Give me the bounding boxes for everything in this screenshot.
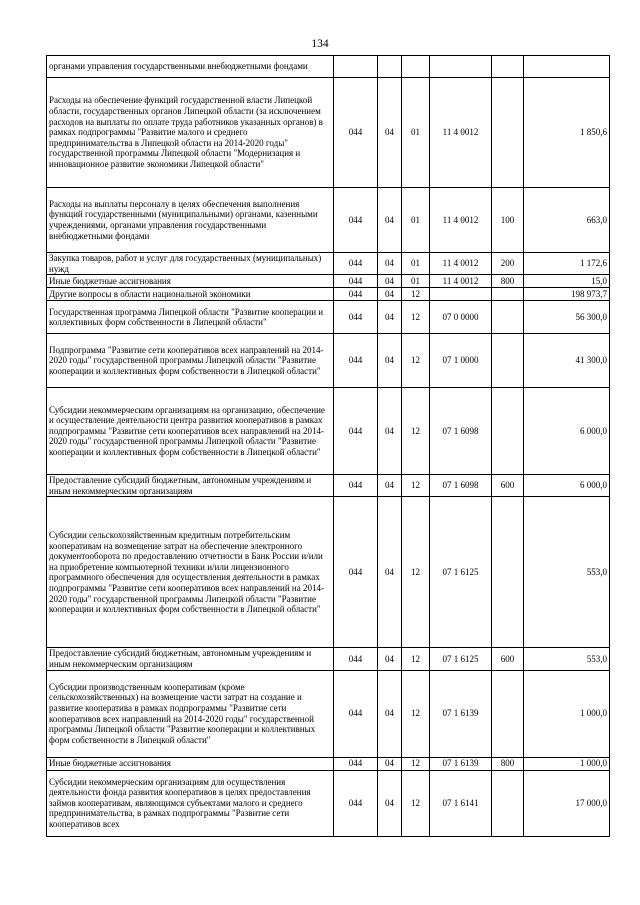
row-name: Расходы на обеспечение функций государственной власти Липецкой области, государственных органов Липецкой области (за исключением расходов на выплаты по оплате труда работников указанных органов) в рамках подпрограммы "Развитие малого и среднего предпринимательства в Липецкой области на 2014-2020 годы" государственной программы Липецкой области "Модернизация и инновационное развитие экономики Липецкой области" (47, 78, 334, 188)
row-section-code (378, 56, 402, 78)
row-ministry-code: 044 (334, 475, 378, 497)
row-name: Предоставление субсидий бюджетным, автономным учреждениям и иным некоммерческим организациям (47, 648, 334, 670)
table-row (47, 757, 610, 770)
row-section-code: 04 (378, 334, 402, 388)
row-expense-type (492, 56, 524, 78)
row-amount: 1 000,0 (524, 670, 610, 757)
row-section-code: 04 (378, 475, 402, 497)
row-amount: 6 000,0 (524, 388, 610, 475)
row-ministry-code: 044 (334, 648, 378, 670)
row-amount: 17 000,0 (524, 770, 610, 836)
row-name: органами управления государственными внебюджетными фондами (47, 56, 334, 78)
row-ministry-code (334, 56, 378, 78)
row-section-code: 04 (378, 301, 402, 334)
row-ministry-code: 044 (334, 275, 378, 288)
row-section-code: 04 (378, 253, 402, 275)
row-amount: 663,0 (524, 188, 610, 253)
row-target-code: 11 4 0012 (430, 253, 492, 275)
row-ministry-code: 044 (334, 78, 378, 188)
row-amount: 6 000,0 (524, 475, 610, 497)
table-row (47, 670, 610, 757)
row-section-code: 04 (378, 288, 402, 301)
row-section-code: 04 (378, 78, 402, 188)
table-row (47, 648, 610, 670)
row-amount: 1 000,0 (524, 757, 610, 770)
row-subsection-code: 12 (402, 648, 430, 670)
row-name: Другие вопросы в области национальной экономики (47, 288, 334, 301)
row-expense-type (492, 288, 524, 301)
row-section-code: 04 (378, 757, 402, 770)
row-amount (524, 56, 610, 78)
row-subsection-code: 12 (402, 334, 430, 388)
row-subsection-code: 12 (402, 757, 430, 770)
row-amount: 56 300,0 (524, 301, 610, 334)
row-name: Предоставление субсидий бюджетным, автономным учреждениям и иным некоммерческим организациям (47, 475, 334, 497)
row-target-code: 07 1 6125 (430, 648, 492, 670)
row-amount: 553,0 (524, 648, 610, 670)
table-row (47, 301, 610, 334)
row-ministry-code: 044 (334, 253, 378, 275)
table-row (47, 78, 610, 188)
table-row (47, 288, 610, 301)
table-row (47, 475, 610, 497)
row-expense-type (492, 670, 524, 757)
row-subsection-code: 01 (402, 188, 430, 253)
row-name: Субсидии производственным кооперативам (кроме сельскохозяйственных) на возмещение части затрат на создание и развитие кооператива в рамках подпрограммы "Развитие сети кооперативов всех направлений на 2014-2020 годы" государственной программы Липецкой области "Развитие кооперации и коллективных форм собственности в Липецкой области" (47, 670, 334, 757)
budget-table-body (47, 56, 610, 837)
row-ministry-code: 044 (334, 388, 378, 475)
row-subsection-code: 12 (402, 388, 430, 475)
table-row (47, 334, 610, 388)
row-subsection-code (402, 56, 430, 78)
row-subsection-code: 12 (402, 288, 430, 301)
row-ministry-code: 044 (334, 301, 378, 334)
row-target-code: 07 1 6098 (430, 388, 492, 475)
row-name: Субсидии сельскохозяйственным кредитным потребительским кооперативам на возмещение затрат на обеспечение электронного документооборота по предоставлению отчетности в Банк России и/или на приобретение компьютерной техники и/или лицензионного программного обеспечения для осуществления деятельности в рамках подпрограммы "Развитие сети кооперативов всех направлений на 2014-2020 годы" государственной программы Липецкой области "Развитие кооперации и коллективных форм собственности в Липецкой области" (47, 497, 334, 648)
row-section-code: 04 (378, 388, 402, 475)
row-target-code: 11 4 0012 (430, 78, 492, 188)
table-row (47, 497, 610, 648)
table-row (47, 388, 610, 475)
row-expense-type (492, 334, 524, 388)
row-name: Субсидии некоммерческим организациям для осуществления деятельности фонда развития кооперативов в целях предоставления займов кооперативам, являющимся субъектами малого и среднего предпринимательства, в рамках подпрограммы "Развитие сети кооперативов всех (47, 770, 334, 836)
row-name: Субсидии некоммерческим организациям на организацию, обеспечение и осуществление деятельности центра развития кооперативов в рамках подпрограммы "Развитие сети кооперативов всех направлений на 2014-2020 годы" государственной программы Липецкой области "Развитие кооперации и коллективных форм собственности в Липецкой области" (47, 388, 334, 475)
row-name: Иные бюджетные ассигнования (47, 757, 334, 770)
row-ministry-code: 044 (334, 770, 378, 836)
row-expense-type: 600 (492, 475, 524, 497)
row-subsection-code: 12 (402, 497, 430, 648)
row-ministry-code: 044 (334, 334, 378, 388)
row-amount: 198 973,7 (524, 288, 610, 301)
row-subsection-code: 01 (402, 253, 430, 275)
row-name: Иные бюджетные ассигнования (47, 275, 334, 288)
row-subsection-code: 12 (402, 670, 430, 757)
row-expense-type (492, 770, 524, 836)
row-name: Закупка товаров, работ и услуг для государственных (муниципальных) нужд (47, 253, 334, 275)
page-number: 134 (311, 38, 329, 50)
row-section-code: 04 (378, 188, 402, 253)
table-row (47, 253, 610, 275)
row-ministry-code: 044 (334, 757, 378, 770)
row-subsection-code: 12 (402, 770, 430, 836)
row-amount: 41 300,0 (524, 334, 610, 388)
row-target-code (430, 56, 492, 78)
row-target-code (430, 288, 492, 301)
row-name: Расходы на выплаты персоналу в целях обеспечения выполнения функций государственными (муниципальными) органами, казенными учреждениями, органами управления государственными внебюджетными фондами (47, 188, 334, 253)
row-amount: 553,0 (524, 497, 610, 648)
row-ministry-code: 044 (334, 288, 378, 301)
row-target-code: 07 1 6098 (430, 475, 492, 497)
row-expense-type: 200 (492, 253, 524, 275)
row-ministry-code: 044 (334, 497, 378, 648)
table-row (47, 770, 610, 836)
row-section-code: 04 (378, 770, 402, 836)
row-section-code: 04 (378, 275, 402, 288)
row-amount: 15,0 (524, 275, 610, 288)
row-expense-type (492, 301, 524, 334)
row-target-code: 07 0 0000 (430, 301, 492, 334)
row-target-code: 07 1 6139 (430, 757, 492, 770)
row-expense-type (492, 388, 524, 475)
row-expense-type: 600 (492, 648, 524, 670)
row-section-code: 04 (378, 670, 402, 757)
row-subsection-code: 12 (402, 475, 430, 497)
row-expense-type (492, 78, 524, 188)
row-subsection-code: 01 (402, 78, 430, 188)
row-name: Подпрограмма "Развитие сети кооперативов всех направлений на 2014-2020 годы" государственной программы Липецкой области "Развитие кооперации и коллективных форм собственности в Липецкой области" (47, 334, 334, 388)
row-target-code: 07 1 6141 (430, 770, 492, 836)
row-section-code: 04 (378, 497, 402, 648)
row-expense-type (492, 497, 524, 648)
row-section-code: 04 (378, 648, 402, 670)
row-ministry-code: 044 (334, 188, 378, 253)
row-expense-type: 800 (492, 757, 524, 770)
row-expense-type: 100 (492, 188, 524, 253)
budget-table (46, 55, 610, 837)
table-row (47, 275, 610, 288)
row-subsection-code: 01 (402, 275, 430, 288)
row-target-code: 11 4 0012 (430, 275, 492, 288)
row-name: Государственная программа Липецкой области "Развитие кооперации и коллективных форм собственности в Липецкой области" (47, 301, 334, 334)
row-target-code: 11 4 0012 (430, 188, 492, 253)
row-ministry-code: 044 (334, 670, 378, 757)
row-subsection-code: 12 (402, 301, 430, 334)
table-row (47, 56, 610, 78)
row-target-code: 07 1 0000 (430, 334, 492, 388)
row-expense-type: 800 (492, 275, 524, 288)
row-amount: 1 850,6 (524, 78, 610, 188)
row-target-code: 07 1 6139 (430, 670, 492, 757)
row-amount: 1 172,6 (524, 253, 610, 275)
row-target-code: 07 1 6125 (430, 497, 492, 648)
table-row (47, 188, 610, 253)
